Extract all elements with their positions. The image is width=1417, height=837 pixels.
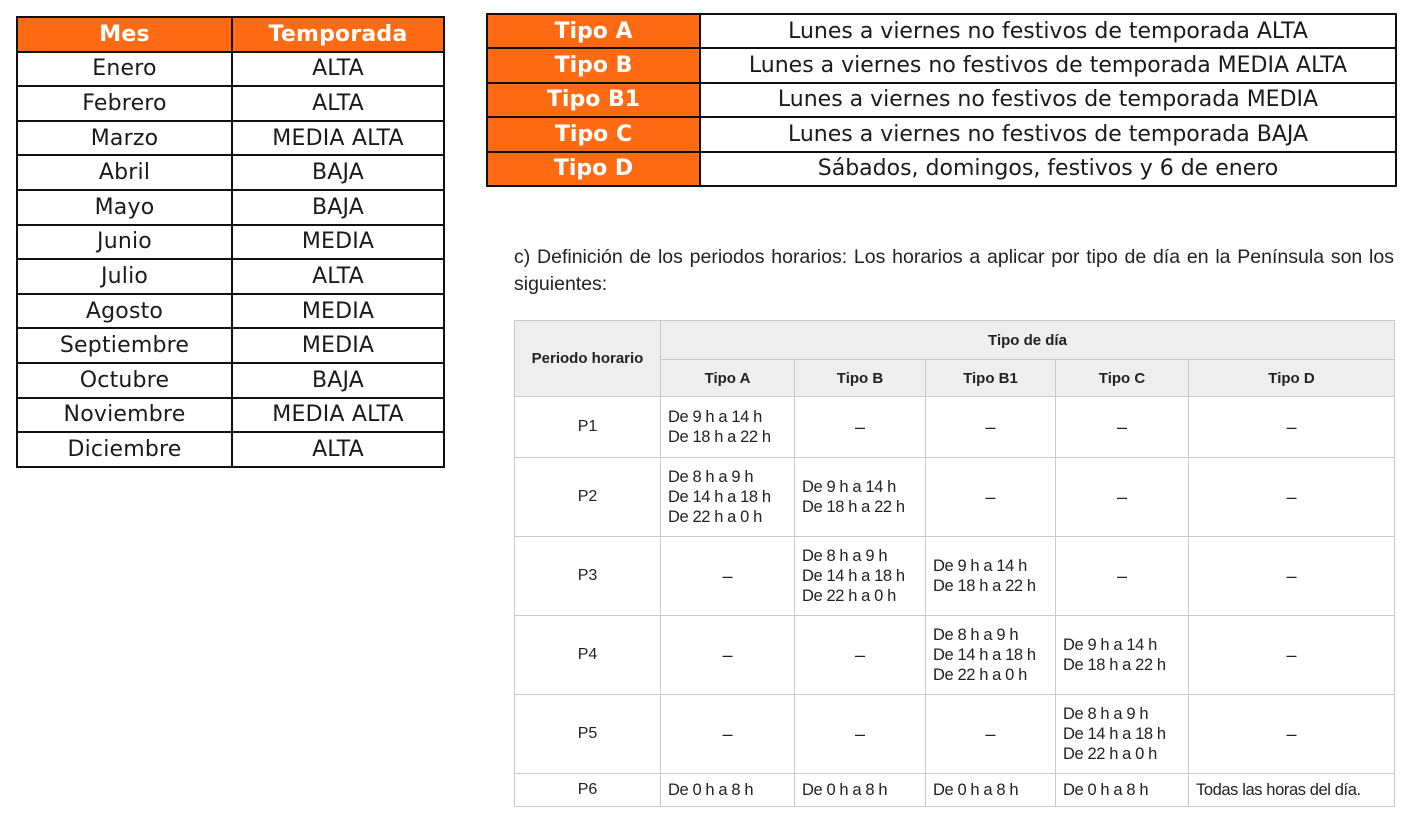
schedule-line: De 22 h a 0 h bbox=[933, 666, 1027, 684]
month-cell: Mayo bbox=[17, 190, 232, 225]
period-label: P6 bbox=[515, 774, 661, 807]
tipo-row bbox=[487, 83, 1396, 117]
empty-cell: – bbox=[1189, 695, 1395, 774]
schedule-line: De 22 h a 0 h bbox=[668, 508, 762, 526]
schedule-line: De 14 h a 18 h bbox=[933, 646, 1036, 664]
schedule-cell bbox=[926, 537, 1056, 616]
month-cell: Junio bbox=[17, 225, 232, 260]
month-cell: Abril bbox=[17, 155, 232, 190]
tipo-row bbox=[487, 117, 1396, 151]
season-row bbox=[17, 121, 444, 156]
season-row bbox=[17, 86, 444, 121]
header-tipo-de-dia: Tipo de día bbox=[661, 321, 1395, 360]
season-row bbox=[17, 328, 444, 363]
schedule-line: De 18 h a 22 h bbox=[668, 428, 771, 446]
season-cell: MEDIA ALTA bbox=[232, 398, 444, 433]
schedule-line: De 14 h a 18 h bbox=[802, 567, 905, 585]
month-cell: Diciembre bbox=[17, 432, 232, 467]
schedule-line: Todas las horas del día. bbox=[1196, 781, 1361, 799]
season-cell: MEDIA bbox=[232, 225, 444, 260]
season-cell: BAJA bbox=[232, 155, 444, 190]
season-cell: ALTA bbox=[232, 52, 444, 87]
season-cell: BAJA bbox=[232, 363, 444, 398]
season-row bbox=[17, 363, 444, 398]
empty-cell: – bbox=[795, 397, 926, 458]
schedule-cell bbox=[795, 537, 926, 616]
header-tipo-b: Tipo B bbox=[795, 360, 926, 397]
period-label: P2 bbox=[515, 458, 661, 537]
empty-cell: – bbox=[1056, 397, 1189, 458]
season-cell: ALTA bbox=[232, 259, 444, 294]
schedule-line: De 8 h a 9 h bbox=[1063, 705, 1149, 723]
empty-cell: – bbox=[1056, 537, 1189, 616]
schedule-line: De 0 h a 8 h bbox=[802, 781, 888, 799]
schedule-cell bbox=[661, 458, 795, 537]
header-tipo-c: Tipo C bbox=[1056, 360, 1189, 397]
schedule-cell bbox=[926, 616, 1056, 695]
schedule-cell bbox=[1056, 616, 1189, 695]
tipo-row bbox=[487, 14, 1396, 48]
schedule-line: De 9 h a 14 h bbox=[802, 478, 896, 496]
header-tipo-d: Tipo D bbox=[1189, 360, 1395, 397]
tipo-label: Tipo B1 bbox=[487, 83, 700, 117]
empty-cell: – bbox=[1189, 616, 1395, 695]
header-tipo-b1: Tipo B1 bbox=[926, 360, 1056, 397]
empty-cell: – bbox=[1189, 397, 1395, 458]
schedule-line: De 9 h a 14 h bbox=[1063, 636, 1157, 654]
month-cell: Agosto bbox=[17, 294, 232, 329]
schedule-cell bbox=[661, 774, 795, 807]
empty-cell: – bbox=[661, 695, 795, 774]
tipo-label: Tipo D bbox=[487, 152, 700, 186]
schedule-line: De 18 h a 22 h bbox=[802, 498, 905, 516]
schedule-line: De 9 h a 14 h bbox=[933, 557, 1027, 575]
empty-cell: – bbox=[661, 537, 795, 616]
empty-cell: – bbox=[795, 616, 926, 695]
schedule-cell bbox=[661, 397, 795, 458]
schedule-line: De 8 h a 9 h bbox=[802, 547, 888, 565]
tipo-description: Sábados, domingos, festivos y 6 de enero bbox=[700, 152, 1396, 186]
season-row bbox=[17, 398, 444, 433]
empty-cell: – bbox=[1189, 458, 1395, 537]
season-row bbox=[17, 52, 444, 87]
season-cell: MEDIA bbox=[232, 294, 444, 329]
schedule-line: De 18 h a 22 h bbox=[933, 577, 1036, 595]
period-table bbox=[514, 320, 1395, 807]
tipo-description: Lunes a viernes no festivos de temporada BAJA bbox=[700, 117, 1396, 151]
schedule-line: De 0 h a 8 h bbox=[668, 781, 754, 799]
empty-cell: – bbox=[795, 695, 926, 774]
season-row bbox=[17, 294, 444, 329]
schedule-line: De 22 h a 0 h bbox=[1063, 745, 1157, 763]
header-periodo-horario: Periodo horario bbox=[515, 321, 661, 397]
season-cell: MEDIA bbox=[232, 328, 444, 363]
schedule-line: De 0 h a 8 h bbox=[1063, 781, 1149, 799]
season-cell: ALTA bbox=[232, 432, 444, 467]
schedule-cell bbox=[795, 458, 926, 537]
season-row bbox=[17, 225, 444, 260]
period-label: P5 bbox=[515, 695, 661, 774]
month-cell: Marzo bbox=[17, 121, 232, 156]
period-label: P4 bbox=[515, 616, 661, 695]
empty-cell: – bbox=[1056, 458, 1189, 537]
schedule-line: De 14 h a 18 h bbox=[1063, 725, 1166, 743]
season-row bbox=[17, 190, 444, 225]
period-row bbox=[515, 695, 1395, 774]
month-cell: Enero bbox=[17, 52, 232, 87]
schedule-cell bbox=[1056, 774, 1189, 807]
season-row bbox=[17, 432, 444, 467]
schedule-line: De 22 h a 0 h bbox=[802, 587, 896, 605]
empty-cell: – bbox=[661, 616, 795, 695]
schedule-line: De 9 h a 14 h bbox=[668, 408, 762, 426]
header-tipo-a: Tipo A bbox=[661, 360, 795, 397]
tipo-row bbox=[487, 152, 1396, 186]
period-table-header-row bbox=[515, 321, 1395, 360]
schedule-cell bbox=[795, 774, 926, 807]
header-mes: Mes bbox=[17, 17, 232, 52]
schedule-line: De 8 h a 9 h bbox=[933, 626, 1019, 644]
period-row bbox=[515, 774, 1395, 807]
tipo-label: Tipo C bbox=[487, 117, 700, 151]
schedule-cell bbox=[1189, 774, 1395, 807]
month-cell: Febrero bbox=[17, 86, 232, 121]
schedule-line: De 8 h a 9 h bbox=[668, 468, 754, 486]
tipo-row bbox=[487, 48, 1396, 82]
period-row bbox=[515, 458, 1395, 537]
period-row bbox=[515, 616, 1395, 695]
tipo-description: Lunes a viernes no festivos de temporada MEDIA ALTA bbox=[700, 48, 1396, 82]
month-cell: Julio bbox=[17, 259, 232, 294]
tipo-label: Tipo B bbox=[487, 48, 700, 82]
period-row bbox=[515, 397, 1395, 458]
empty-cell: – bbox=[1189, 537, 1395, 616]
period-row bbox=[515, 537, 1395, 616]
tipo-description: Lunes a viernes no festivos de temporada ALTA bbox=[700, 14, 1396, 48]
tipo-description: Lunes a viernes no festivos de temporada MEDIA bbox=[700, 83, 1396, 117]
empty-cell: – bbox=[926, 397, 1056, 458]
schedule-cell bbox=[1056, 695, 1189, 774]
month-cell: Septiembre bbox=[17, 328, 232, 363]
month-cell: Noviembre bbox=[17, 398, 232, 433]
period-definition-paragraph: c) Definición de los periodos horarios: Los horarios a aplicar por tipo de día en la Península son los siguientes: bbox=[514, 246, 1394, 295]
schedule-line: De 14 h a 18 h bbox=[668, 488, 771, 506]
season-table-header bbox=[17, 17, 444, 52]
empty-cell: – bbox=[926, 458, 1056, 537]
schedule-line: De 18 h a 22 h bbox=[1063, 656, 1166, 674]
period-label: P3 bbox=[515, 537, 661, 616]
period-label: P1 bbox=[515, 397, 661, 458]
month-cell: Octubre bbox=[17, 363, 232, 398]
header-temporada: Temporada bbox=[232, 17, 444, 52]
schedule-cell bbox=[926, 774, 1056, 807]
season-row bbox=[17, 155, 444, 190]
season-cell: MEDIA ALTA bbox=[232, 121, 444, 156]
empty-cell: – bbox=[926, 695, 1056, 774]
season-cell: BAJA bbox=[232, 190, 444, 225]
season-table bbox=[16, 16, 445, 468]
season-cell: ALTA bbox=[232, 86, 444, 121]
season-row bbox=[17, 259, 444, 294]
tipo-table bbox=[486, 13, 1397, 187]
tipo-label: Tipo A bbox=[487, 14, 700, 48]
schedule-line: De 0 h a 8 h bbox=[933, 781, 1019, 799]
